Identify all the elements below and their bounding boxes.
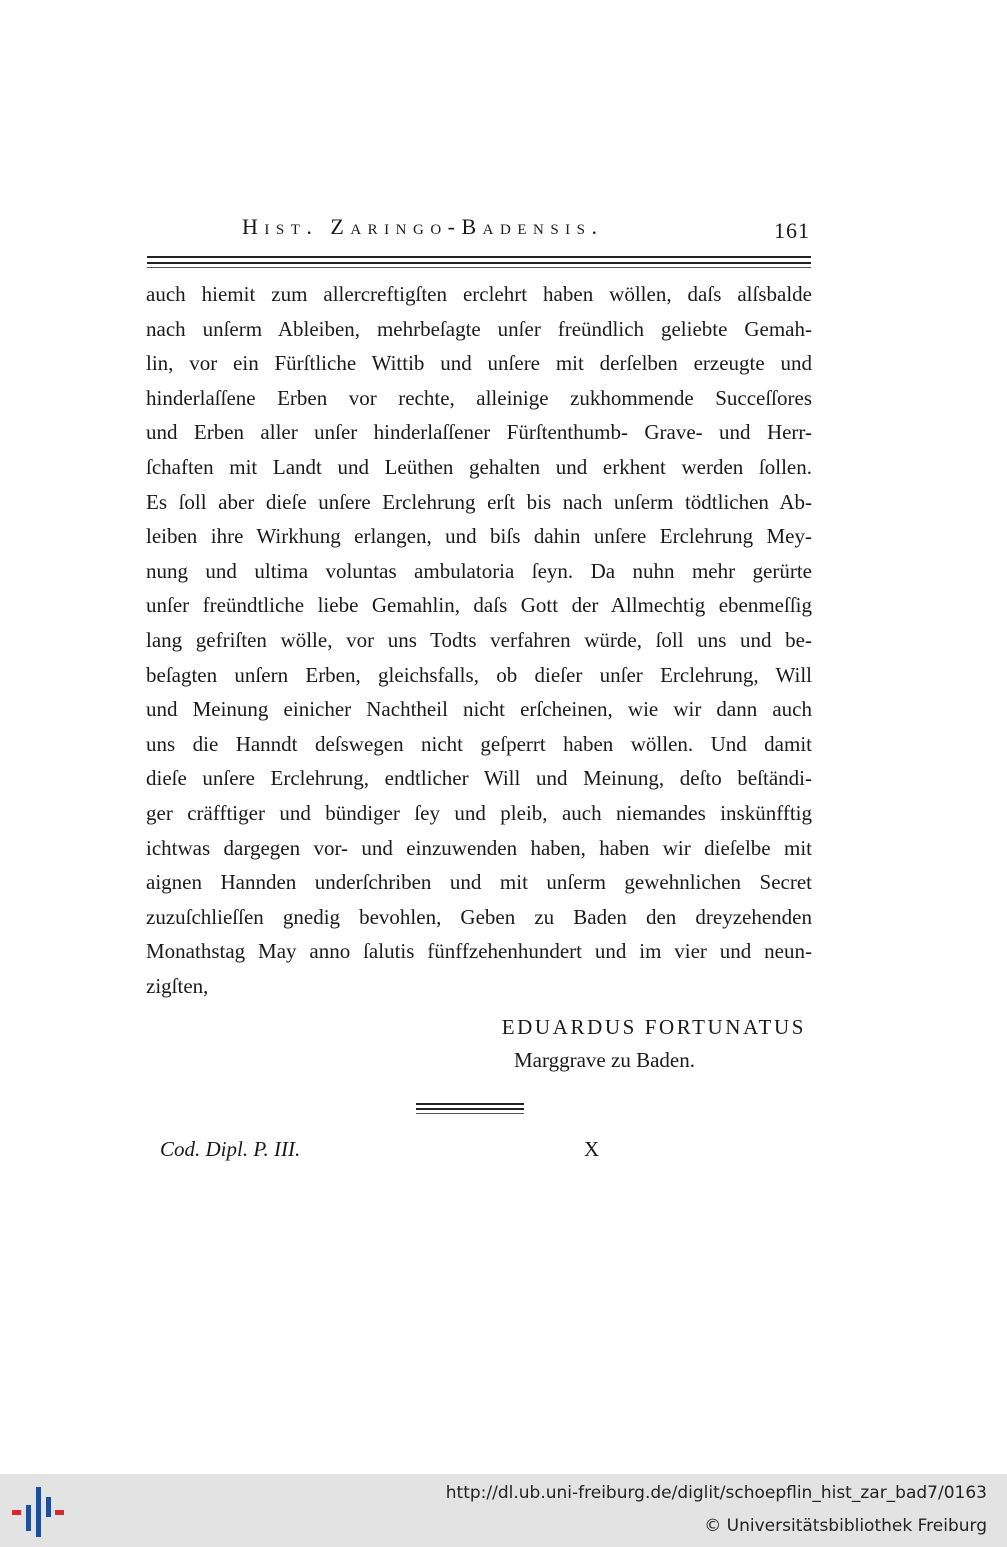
- text-line: Monathstag May anno ſalutis fünffzehenhundert und im vier und neun-: [146, 939, 812, 964]
- text-line: nung und ultima voluntas ambulatoria ſeyn. Da nuhn mehr gerürte: [146, 558, 812, 583]
- running-title: Hist. Zaringo-Badensis.: [242, 214, 604, 239]
- text-line: auch hiemit zum allercreftigſten erclehrt haben wöllen, daſs alſsbalde: [146, 282, 812, 306]
- text-line: uns die Hanndt deſswegen nicht geſperrt haben wöllen. Und damit: [146, 731, 812, 756]
- text-line: aignen Hannden underſchriben und mit unſerm gewehnlichen Secret: [146, 870, 812, 895]
- text-line: zigſten,: [146, 973, 209, 998]
- text-line: und Meinung einicher Nachtheil nicht erſcheinen, wie wir dann auch: [146, 697, 812, 722]
- text-line: ſchaften mit Landt und Leüthen gehalten und erkhent werden ſollen.: [146, 454, 812, 479]
- body-text: [146, 277, 812, 1003]
- signature-block: [400, 1012, 806, 1042]
- text-line: dieſe unſere Erclehrung, endtlicher Will und Meinung, deſto beſtändi-: [146, 766, 812, 791]
- text-line: ger cräfftiger und bündiger ſey und pleib, auch niemandes inskünfftig: [146, 800, 812, 825]
- footer-bar: [0, 1474, 1007, 1547]
- text-line: Es ſoll aber dieſe unſere Erclehrung erſt bis nach unſerm tödtlichen Ab-: [146, 489, 812, 514]
- ub-freiburg-logo-icon[interactable]: [12, 1487, 64, 1537]
- text-line: nach unſerm Ableiben, mehrbeſagte unſer freündlich geliebte Gemah-: [146, 316, 812, 341]
- text-line: leiben ihre Wirkhung erlangen, und biſs dahin unſere Erclehrung Mey-: [146, 524, 812, 549]
- printer-signature-mark: Cod. Dipl. P. III.: [160, 1137, 301, 1161]
- text-line: lang gefriſten wölle, vor uns Todts verfahren würde, ſoll uns und be-: [146, 627, 812, 652]
- signatory-title: Marggrave zu Baden.: [514, 1048, 695, 1072]
- text-line: beſagten unſern Erben, gleichsfalls, ob dieſer unſer Erclehrung, Will: [146, 662, 812, 687]
- header-rule: [147, 256, 811, 269]
- running-head: [148, 214, 814, 248]
- permalink-url[interactable]: http://dl.ub.uni-freiburg.de/diglit/schoepflin_hist_zar_bad7/0163: [445, 1483, 987, 1503]
- text-line: und Erben aller unſer hinderlaſſener Fürſtenthumb- Grave- und Herr-: [146, 420, 812, 445]
- closing-rule: [416, 1103, 524, 1115]
- copyright-notice: © Universitätsbibliothek Freiburg: [704, 1516, 987, 1536]
- signatory-name: EDUARDUS FORTUNATUS: [501, 1015, 806, 1039]
- gathering-mark: X: [584, 1137, 600, 1161]
- page-number: 161: [774, 218, 810, 243]
- text-line: unſer freündtliche liebe Gemahlin, daſs Gott der Allmechtig ebenmeſſig: [146, 593, 812, 618]
- text-line: ichtwas dargegen vor- und einzuwenden haben, haben wir dieſelbe mit: [146, 835, 812, 860]
- text-line: lin, vor ein Fürſtliche Wittib und unſere mit derſelben erzeugte und: [146, 351, 812, 376]
- text-line: zuzuſchlieſſen gnedig bevohlen, Geben zu Baden den dreyzehenden: [146, 904, 812, 929]
- text-line: hinderlaſſene Erben vor rechte, alleinige zukhommende Succeſſores: [146, 385, 812, 410]
